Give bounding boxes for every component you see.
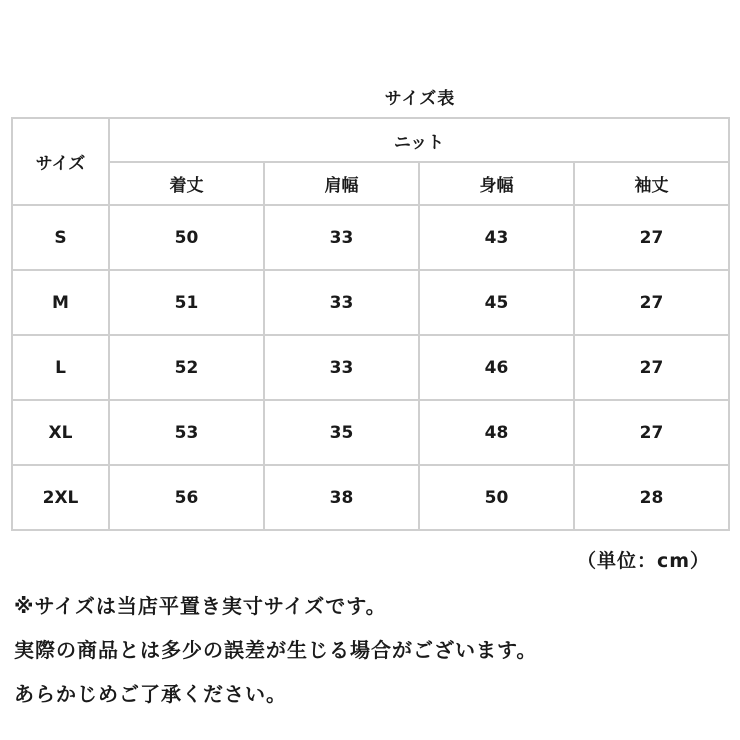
size-label: XL [12, 400, 109, 465]
size-label: L [12, 335, 109, 400]
table-row [12, 335, 729, 400]
note-line: 実際の商品とは多少の誤差が生じる場合がございます。 [14, 638, 538, 662]
header-row [12, 118, 729, 162]
table-cell: 28 [574, 465, 729, 530]
group-header-knit: ニット [109, 118, 729, 162]
size-label: M [12, 270, 109, 335]
table-cell: 52 [109, 335, 264, 400]
unit-label: （単位：cm） [576, 550, 710, 572]
table-cell: 35 [264, 400, 419, 465]
column-header-shoulder: 肩幅 [264, 162, 419, 205]
table-cell: 48 [419, 400, 574, 465]
table-cell: 38 [264, 465, 419, 530]
table-cell: 27 [574, 335, 729, 400]
size-table [11, 117, 730, 531]
measurement-header-row [12, 162, 729, 205]
table-row [12, 400, 729, 465]
table-cell: 33 [264, 270, 419, 335]
page-title: サイズ表 [384, 89, 456, 109]
table-cell: 27 [574, 205, 729, 270]
note-line: ※サイズは当店平置き実寸サイズです。 [14, 594, 387, 618]
table-row [12, 270, 729, 335]
table-cell: 27 [574, 270, 729, 335]
table-cell: 51 [109, 270, 264, 335]
column-header-sleeve: 袖丈 [574, 162, 729, 205]
table-cell: 53 [109, 400, 264, 465]
size-label: S [12, 205, 109, 270]
table-row [12, 205, 729, 270]
table-cell: 46 [419, 335, 574, 400]
table-row [12, 465, 729, 530]
table-cell: 33 [264, 335, 419, 400]
table-cell: 50 [419, 465, 574, 530]
size-label: 2XL [12, 465, 109, 530]
table-cell: 50 [109, 205, 264, 270]
table-cell: 27 [574, 400, 729, 465]
table-cell: 43 [419, 205, 574, 270]
note-line: あらかじめご了承ください。 [14, 682, 287, 706]
size-column-header: サイズ [12, 118, 109, 205]
table-cell: 33 [264, 205, 419, 270]
table-cell: 45 [419, 270, 574, 335]
column-header-body-width: 身幅 [419, 162, 574, 205]
table-cell: 56 [109, 465, 264, 530]
column-header-length: 着丈 [109, 162, 264, 205]
